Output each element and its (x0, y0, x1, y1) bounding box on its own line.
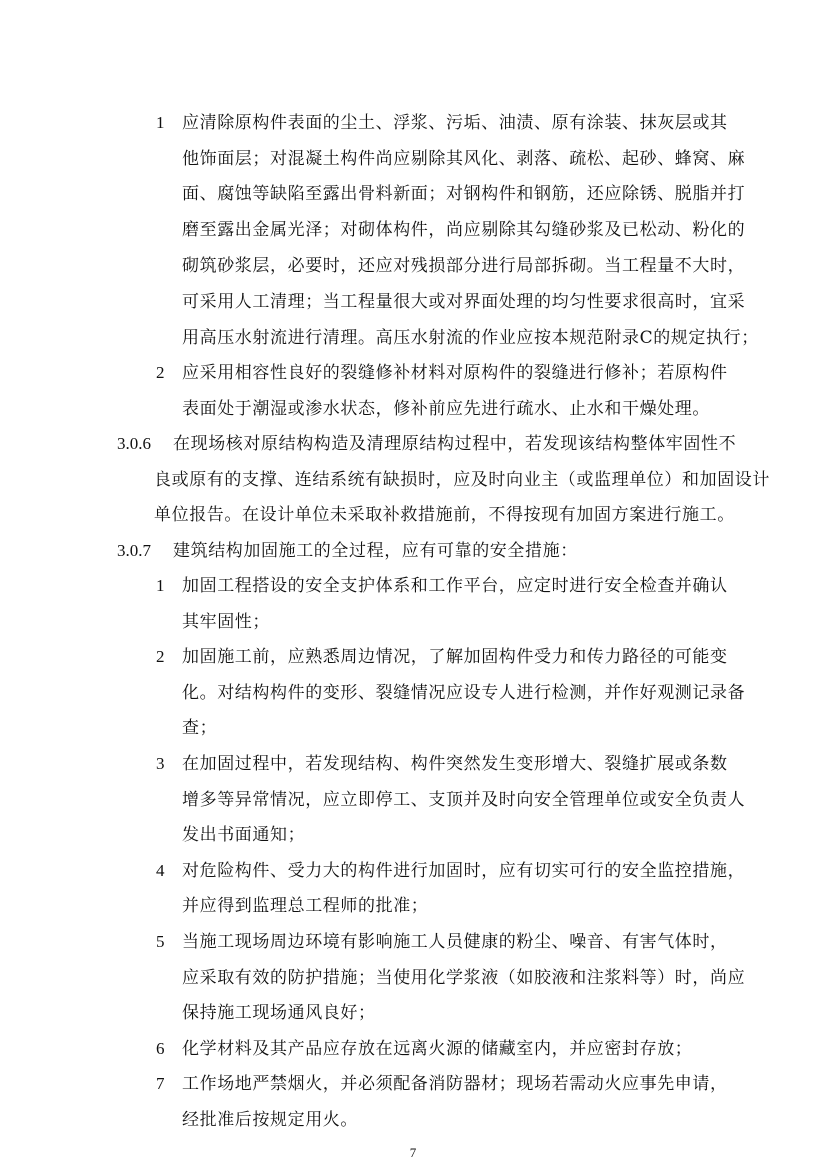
list-marker: 1 (156, 113, 165, 132)
text-line: 良或原有的支撑、连结系统有缺损时，应及时向业主（或监理单位）和加固设计 (154, 470, 770, 490)
text-line: 化学材料及其产品应存放在远离火源的储藏室内，并应密封存放； (182, 1039, 693, 1059)
text-line: 并应得到监理总工程师的批准； (182, 896, 429, 916)
list-marker: 6 (156, 1039, 165, 1058)
text-line: 单位报告。在设计单位未采取补救措施前，不得按现有加固方案进行施工。 (154, 505, 735, 525)
text-line: 增多等异常情况，应立即停工、支顶并及时向安全管理单位或安全负责人 (182, 790, 746, 810)
text-line: 应采用相容性良好的裂缝修补材料对原构件的裂缝进行修补；若原构件 (182, 363, 728, 383)
list-marker: 7 (156, 1074, 165, 1093)
list-marker: 1 (156, 576, 165, 595)
text-line: 用高压水射流进行清理。高压水射流的作业应按本规范附录C的规定执行； (182, 328, 759, 348)
text-line: 工作场地严禁烟火，并必须配备消防器材；现场若需动火应事先申请， (182, 1074, 728, 1094)
text-line: 应清除原构件表面的尘土、浮浆、污垢、油渍、原有涂装、抹灰层或其 (182, 113, 728, 133)
text-line: 砌筑砂浆层，必要时，还应对残损部分进行局部拆砌。当工程量不大时， (182, 256, 746, 276)
text-line: 当施工现场周边环境有影响施工人员健康的粉尘、噪音、有害气体时， (182, 932, 728, 952)
text-line: 保持施工现场通风良好； (182, 1003, 376, 1023)
text-line: 在加固过程中，若发现结构、构件突然发生变形增大、裂缝扩展或条数 (182, 754, 728, 774)
page-number: 7 (409, 1145, 417, 1160)
text-line: 查； (182, 718, 218, 738)
text-line: 其牢固性； (182, 612, 270, 632)
text-line: 加固施工前，应熟悉周边情况，了解加固构件受力和传力路径的可能变 (182, 647, 728, 667)
text-line: 表面处于潮湿或渗水状态，修补前应先进行疏水、止水和干燥处理。 (182, 399, 710, 419)
text-line: 对危险构件、受力大的构件进行加固时，应有切实可行的安全监控措施， (182, 861, 746, 881)
text-line: 在现场核对原结构构造及清理原结构过程中，若发现该结构整体牢固性不 (173, 434, 737, 454)
list-marker: 5 (156, 932, 165, 951)
text-line: 经批准后按规定用火。 (182, 1110, 358, 1130)
list-marker: 3 (156, 754, 165, 773)
text-line: 磨至露出金属光泽；对砌体构件，尚应剔除其勾缝砂浆及已松动、粉化的 (182, 220, 746, 240)
text-line: 加固工程搭设的安全支护体系和工作平台，应定时进行安全检查并确认 (182, 576, 728, 596)
text-line: 发出书面通知； (182, 825, 306, 845)
text-line: 可采用人工清理；当工程量很大或对界面处理的均匀性要求很高时，宜采 (182, 292, 746, 312)
clause-number: 3.0.7 (117, 541, 151, 560)
clause-number: 3.0.6 (117, 434, 151, 453)
text-line: 建筑结构加固施工的全过程，应有可靠的安全措施： (173, 541, 578, 561)
text-line: 面、腐蚀等缺陷至露出骨料新面；对钢构件和钢筋，还应除锈、脱脂并打 (182, 184, 746, 204)
text-line: 应采取有效的防护措施；当使用化学浆液（如胶液和注浆料等）时，尚应 (182, 968, 746, 988)
list-marker: 2 (156, 647, 165, 666)
list-marker: 2 (156, 363, 165, 382)
text-line: 化。对结构构件的变形、裂缝情况应设专人进行检测，并作好观测记录备 (182, 683, 746, 703)
text-line: 他饰面层；对混凝土构件尚应剔除其风化、剥落、疏松、起砂、蜂窝、麻 (182, 149, 746, 169)
list-marker: 4 (156, 861, 165, 880)
